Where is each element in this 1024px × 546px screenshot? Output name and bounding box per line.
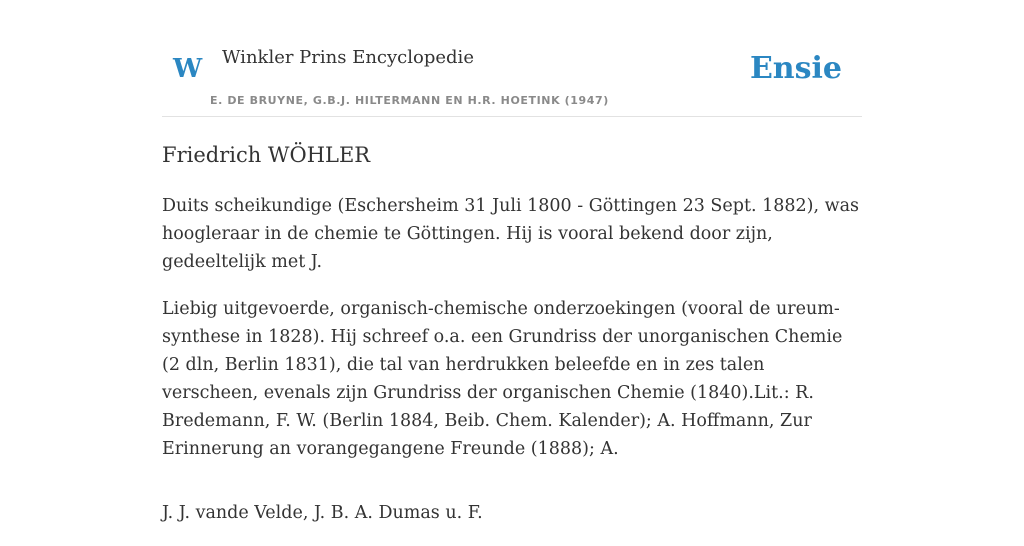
page-header [162,40,862,117]
book-title[interactable]: Winkler Prins Encyclopedie [222,47,474,68]
article-paragraph: Liebig uitgevoerde, organisch-chemische onderzoekingen (vooral de ureum-synthese in 1828). Hij schreef o.a. een Grundriss der unorganischen Chemie (2 dln, Berlin 1831), die tal van herdrukken beleefde en in zes talen verscheen, evenals zijn Grundriss der organischen Chemie (1840).Lit.: R. Bredemann, F. W. (Berlin 1884, Beib. Chem. Kalender); A. Hoffmann, Zur Erinnerung an vorangegangene Freunde (1888); A. [162,299,843,459]
article-paragraph: Duits scheikundige (Eschersheim 31 Juli 1800 - Göttingen 23 Sept. 1882), was hoogleraar in de chemie te Göttingen. Hij is vooral bekend door zijn, gedeeltelijk met J. [162,196,859,272]
article-title: Friedrich WÖHLER [162,143,371,167]
ensie-logo[interactable]: Ensie [749,51,842,86]
winkler-prins-logo[interactable]: W [173,54,203,84]
article-paragraph: J. J. vande Velde, J. B. A. Dumas u. F. [162,503,483,523]
book-authors: E. DE BRUYNE, G.B.J. HILTERMANN EN H.R. HOETINK (1947) [210,94,609,107]
article-body [162,192,862,546]
